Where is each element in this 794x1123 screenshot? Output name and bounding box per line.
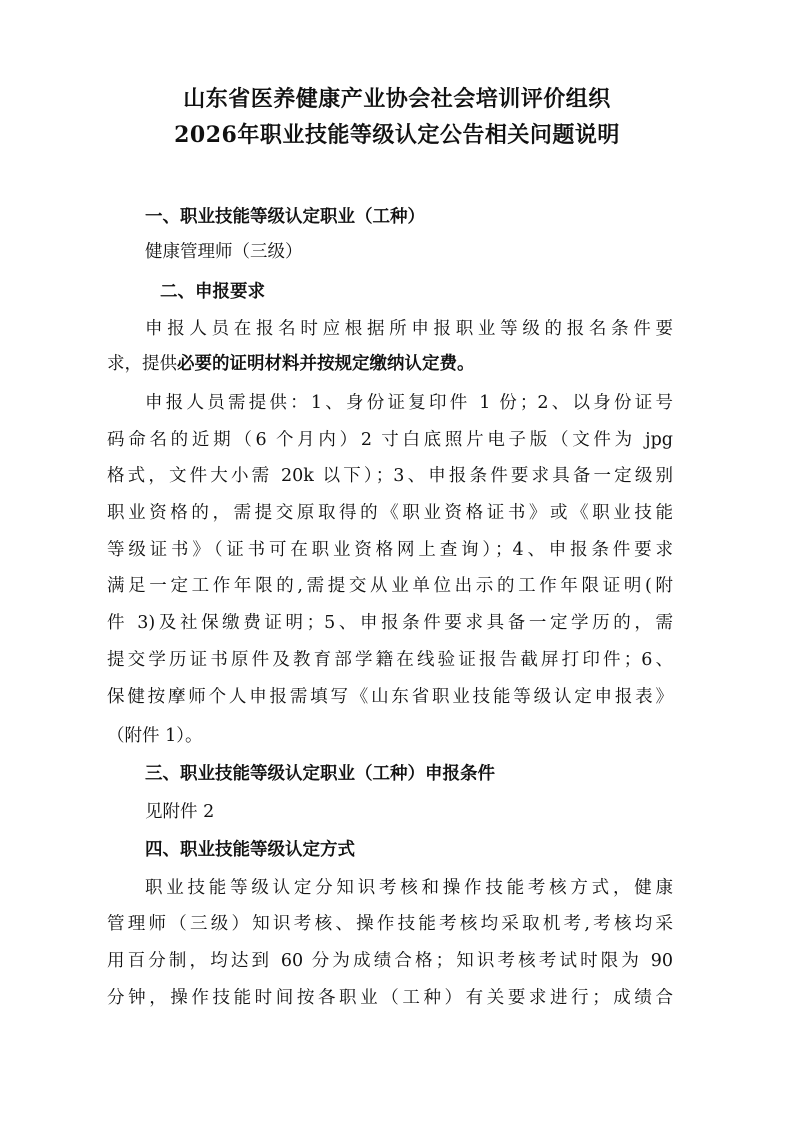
section-2-heading: 二、申报要求 [160, 282, 265, 302]
paragraph-line: 件 3)及社保缴费证明；5、申报条件要求具备一定学历的，需 [107, 613, 673, 633]
paragraph-line: 码命名的近期（6 个月内）2 寸白底照片电子版（文件为 jpg [107, 430, 673, 450]
paragraph-text: 求，提供 [107, 354, 177, 374]
paragraph-line: 用百分制，均达到 60 分为成绩合格；知识考核考试时限为 90 [107, 951, 673, 971]
paragraph-line: 提交学历证书原件及教育部学籍在线验证报告截屏打印件；6、 [107, 650, 673, 670]
document-title-line-1: 山东省医养健康产业协会社会培训评价组织 [183, 86, 611, 112]
paragraph-line: 等级证书》（证书可在职业资格网上查询）；4、申报条件要求 [107, 540, 673, 560]
paragraph-line: 管理师（三级）知识考核、操作技能考核均采取机考,考核均采 [107, 914, 673, 934]
paragraph-line: 保健按摩师个人申报需填写《山东省职业技能等级认定申报表》 [107, 687, 673, 707]
paragraph-line: 申报人员需提供：1、身份证复印件 1 份；2、以身份证号 [145, 393, 673, 413]
section-4-heading: 四、职业技能等级认定方式 [145, 840, 355, 860]
document-title-line-2: 2026年职业技能等级认定公告相关问题说明 [174, 122, 620, 148]
paragraph-line: 职业技能等级认定分知识考核和操作技能考核方式，健康 [145, 878, 673, 898]
paragraph-line: 职业资格的，需提交原取得的《职业资格证书》或《职业技能 [107, 503, 673, 523]
paragraph-bold-text: 必要的证明材料并按规定缴纳认定费。 [177, 354, 475, 374]
paragraph-line: 分钟，操作技能时间按各职业（工种）有关要求进行；成绩合 [107, 988, 673, 1008]
paragraph-line: （附件 1）。 [107, 726, 203, 746]
paragraph-line: 满足一定工作年限的,需提交从业单位出示的工作年限证明(附 [107, 576, 673, 596]
paragraph-line: 格式，文件大小需 20k 以下）；3、申报条件要求具备一定级别 [107, 466, 673, 486]
section-1-text: 健康管理师（三级） [145, 242, 303, 262]
paragraph-line: 申报人员在报名时应根据所申报职业等级的报名条件要 [145, 319, 673, 339]
section-3-text: 见附件 2 [145, 802, 215, 822]
paragraph-line [107, 352, 475, 376]
section-3-heading: 三、职业技能等级认定职业（工种）申报条件 [145, 764, 495, 784]
section-1-heading: 一、职业技能等级认定职业（工种） [145, 207, 425, 227]
